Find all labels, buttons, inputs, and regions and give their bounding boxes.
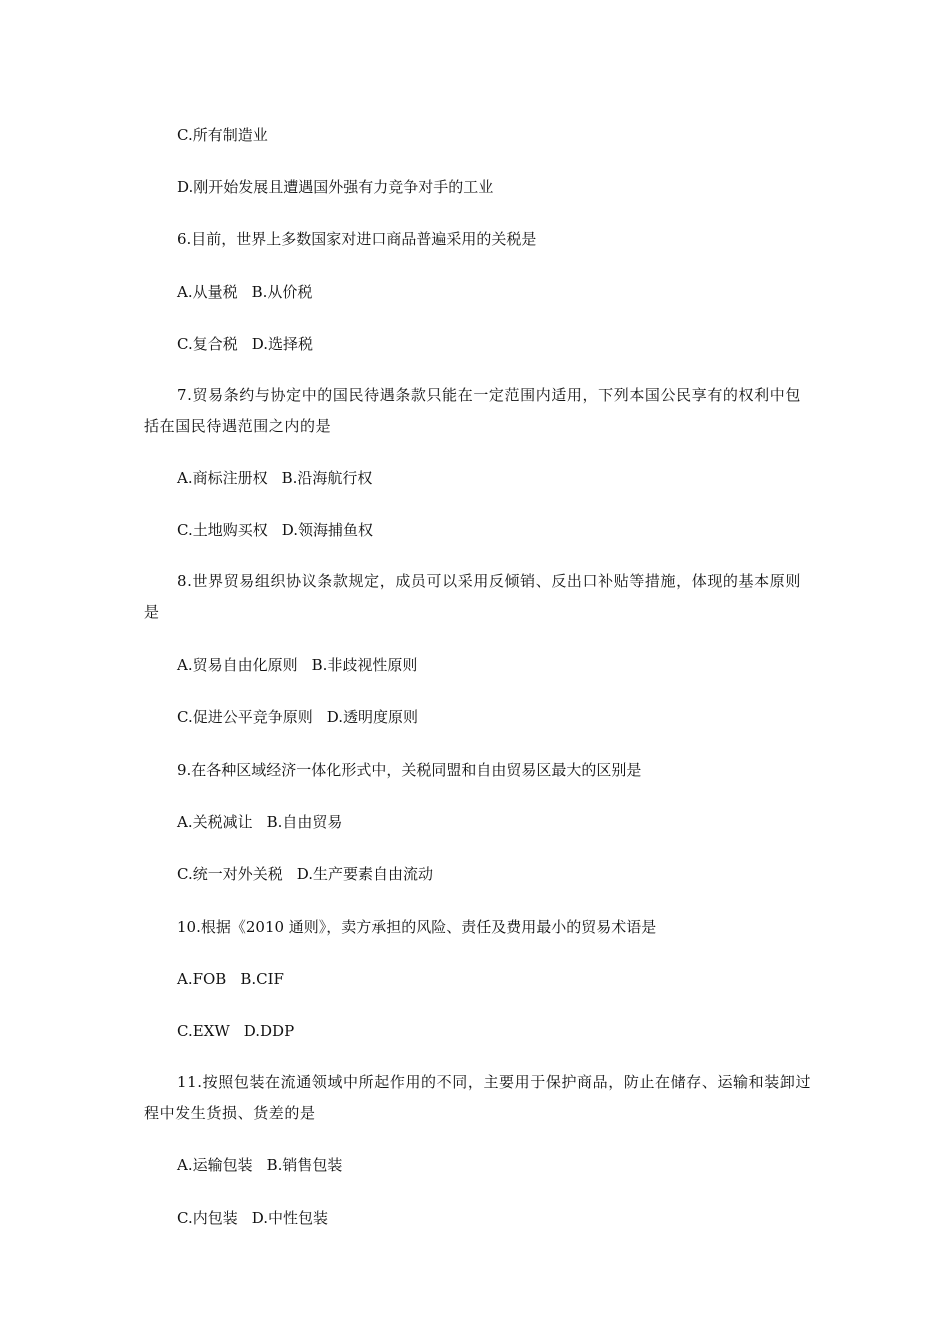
option-8a: A.贸易自由化原则	[177, 656, 298, 674]
option-8d: D.透明度原则	[326, 708, 418, 726]
option-11c: C.内包装	[177, 1209, 238, 1227]
option-5d: D.刚开始发展且遭遇国外强有力竞争对手的工业	[177, 178, 494, 196]
options-11ab	[177, 1155, 817, 1175]
options-7ab	[177, 468, 817, 488]
question-6: 6.目前，世界上多数国家对进口商品普遍采用的关税是	[177, 230, 537, 248]
options-8ab	[177, 655, 817, 675]
options-10ab	[177, 969, 817, 989]
option-5c: C.所有制造业	[177, 126, 268, 144]
options-7cd	[177, 520, 817, 540]
option-11b: B.销售包装	[266, 1156, 343, 1174]
option-6b: B.从价税	[251, 283, 313, 301]
option-7c: C.土地购买权	[177, 521, 268, 539]
option-7a: A.商标注册权	[177, 469, 268, 487]
option-8c: C.促进公平竞争原则	[177, 708, 313, 726]
option-6c: C.复合税	[177, 335, 238, 353]
question-9: 9.在各种区域经济一体化形式中，关税同盟和自由贸易区最大的区别是	[177, 761, 642, 779]
options-8cd	[177, 707, 817, 727]
option-9d: D.生产要素自由流动	[296, 865, 433, 883]
option-8b: B.非歧视性原则	[311, 656, 418, 674]
option-11d: D.中性包装	[251, 1209, 328, 1227]
option-7b: B.沿海航行权	[281, 469, 373, 487]
option-10c: C.EXW	[177, 1022, 230, 1040]
option-7d: D.领海捕鱼权	[281, 521, 373, 539]
options-11cd	[177, 1208, 817, 1228]
option-6d: D.选择税	[251, 335, 313, 353]
option-10d: D.DDP	[243, 1022, 295, 1040]
question-10: 10.根据《2010 通则》，卖方承担的风险、责任及费用最小的贸易术语是	[177, 918, 657, 936]
option-9a: A.关税减让	[177, 813, 253, 831]
option-10a: A.FOB	[177, 970, 227, 988]
options-10cd	[177, 1021, 817, 1041]
options-6cd	[177, 334, 817, 354]
question-8: 8.世界贸易组织协议条款规定，成员可以采用反倾销、反出口补贴等措施，体现的基本原则是	[144, 572, 801, 621]
option-11a: A.运输包装	[177, 1156, 253, 1174]
options-9cd	[177, 864, 817, 884]
option-9c: C.统一对外关税	[177, 865, 283, 883]
option-10b: B.CIF	[240, 970, 284, 988]
option-6a: A.从量税	[177, 283, 238, 301]
options-9ab	[177, 812, 817, 832]
question-7: 7.贸易条约与协定中的国民待遇条款只能在一定范围内适用，下列本国公民享有的权利中包括在国民待遇范围之内的是	[144, 386, 801, 435]
question-11: 11.按照包装在流通领域中所起作用的不同，主要用于保护商品，防止在储存、运输和装卸过程中发生货损、货差的是	[144, 1073, 812, 1122]
option-9b: B.自由贸易	[266, 813, 343, 831]
options-6ab	[177, 282, 817, 302]
